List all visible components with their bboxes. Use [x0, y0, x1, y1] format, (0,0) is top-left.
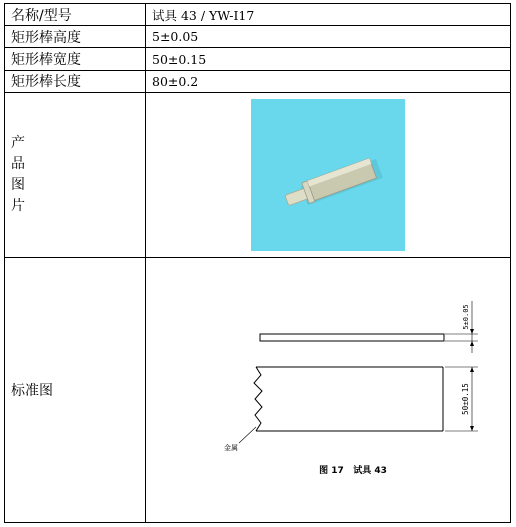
value-height: 5±0.05: [146, 26, 511, 48]
label-length: 矩形棒长度: [5, 70, 146, 92]
dim50-arrow-bottom: [470, 426, 474, 431]
label-char-2: 品: [11, 156, 25, 173]
label-standard-drawing: 标准图: [5, 258, 146, 523]
row-standard-drawing: [5, 258, 511, 523]
material-label: 金属: [224, 444, 238, 453]
break-line: [254, 367, 262, 431]
row-length: [5, 70, 511, 92]
dim-width-text: 50±0.15: [461, 383, 470, 416]
label-char-1: 产: [11, 135, 25, 152]
dim50-arrow-top: [470, 367, 474, 372]
label-char-4: 片: [11, 198, 25, 215]
material-leader: [239, 427, 256, 443]
dim-height-text: 5±0.05: [462, 304, 470, 330]
dim5-arrow-bottom: [470, 341, 474, 346]
row-product-image: [5, 92, 511, 258]
row-height: [5, 26, 511, 48]
spec-table: [4, 3, 511, 523]
label-char-3: 图: [11, 177, 25, 194]
value-width: 50±0.15: [146, 48, 511, 70]
row-width: [5, 48, 511, 70]
product-image-cell: [146, 92, 511, 258]
figure-caption: 图 17 试具 43: [319, 466, 387, 477]
label-width: 矩形棒宽度: [5, 48, 146, 70]
bar-side-view: [260, 334, 444, 341]
label-height: 矩形棒高度: [5, 26, 146, 48]
dim5-arrow-top: [470, 329, 474, 334]
standard-drawing-cell: [146, 258, 511, 523]
label-name-model: 名称/型号: [5, 4, 146, 26]
product-photo: [251, 99, 405, 251]
value-name-model: 试具 43 / YW-I17: [146, 4, 511, 26]
row-name-model: [5, 4, 511, 26]
label-product-image: [5, 92, 146, 258]
value-length: 80±0.2: [146, 70, 511, 92]
technical-drawing: [146, 261, 512, 519]
